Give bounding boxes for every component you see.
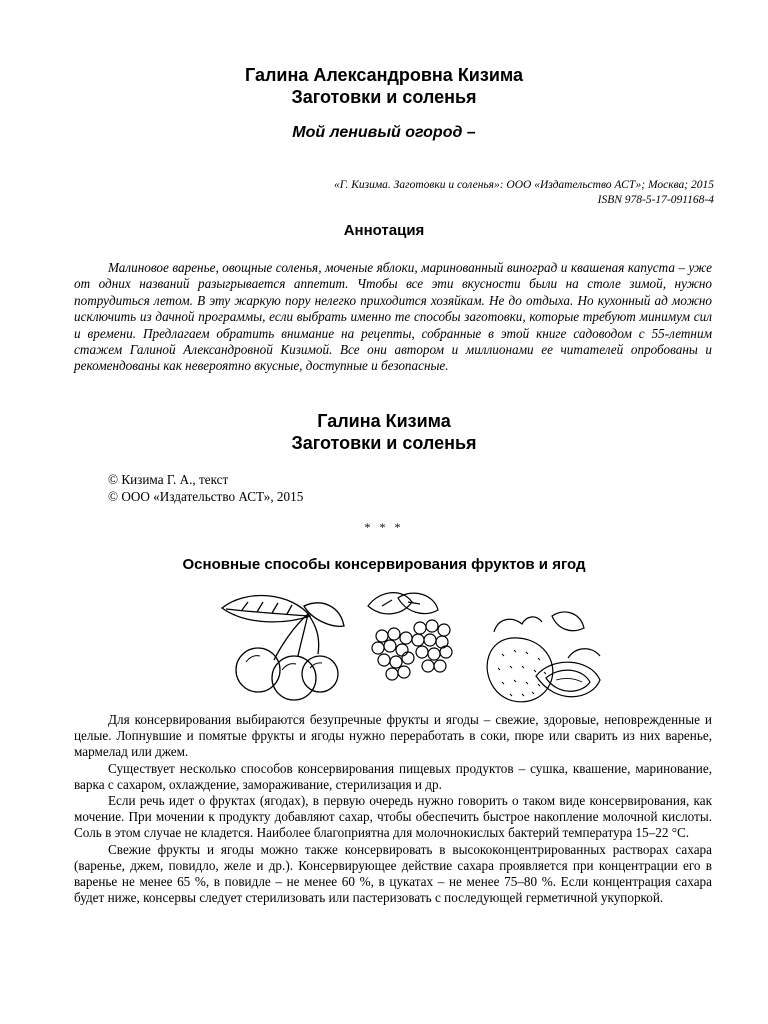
series-title: Мой ленивый огород – — [292, 124, 476, 141]
book-title: Заготовки и соленья — [291, 87, 477, 107]
second-author: Галина Кизима — [317, 411, 451, 431]
section-separator: * * * — [364, 520, 404, 534]
body-paragraph: Свежие фрукты и ягоды можно также консервировать в высококонцентрированных растворах сахара (варенье, джем, повидло, желе и др.). Консервирующее действие сахара проявляется при концентрации его в варенье не менее 65 %, в повидле – не менее 60 %, в цукатах – не менее 75–80 %. Если концентрация сахара будет ниже, консервы следует стерилизовать или пастеризовать с последующей герметичной укупоркой. — [74, 841, 712, 906]
citation-line: «Г. Кизима. Заготовки и соленья»: ООО «Издательство АСТ»; Москва; 2015 — [334, 179, 714, 191]
isbn: ISBN 978-5-17-091168-4 — [597, 194, 714, 206]
copyright-publisher: © ООО «Издательство АСТ», 2015 — [108, 489, 304, 504]
annotation-text — [74, 260, 712, 375]
annotation-paragraph: Малиновое варенье, овощные соленья, моченые яблоки, маринованный виноград и квашеная капуста – уже от одних названий разыгрывается аппетит. Чтобы все эти вкусности были на столе зимой, нужно потрудиться летом. В эту жаркую пору нелегко приходится хозяйкам. Не до отдыха. Но кухонный ад можно исключить из дачной программы, если выбрать именно те способы заготовки, которые требуют минимум сил и времени. Предлагаем обратить внимание на рецепты, собранные в этой книге садоводом с 55-летним стажем Галиной Александровной Кизимой. Все они автором и миллионами ее читателей опробованы и рекомендованы как невероятно вкусные, доступные и безопасные. — [74, 260, 712, 374]
section-body — [74, 712, 712, 906]
body-paragraph: Существует несколько способов консервирования пищевых продуктов – сушка, квашение, маринование, варка с сахаром, охлаждение, замораживание, стерилизация и др. — [74, 760, 712, 792]
copyright-block — [108, 471, 303, 505]
strawberries-icon — [487, 612, 600, 702]
fruit-illustration — [212, 588, 608, 714]
citation — [334, 178, 714, 208]
copyright-text: © Кизима Г. А., текст — [108, 472, 229, 487]
raspberries-icon — [368, 593, 452, 680]
body-paragraph: Если речь идет о фруктах (ягодах), в первую очередь нужно говорить о таком виде консервирования, как мочение. При мочении к продукту добавляют сахар, чтобы обеспечить быстрое накопление молочной кислоты. Соль в этом случае не кладется. Наиболее благоприятна для молочнокислых бактерий температура 15–22 °С. — [74, 793, 712, 841]
body-paragraph: Для консервирования выбираются безупречные фрукты и ягоды – свежие, здоровые, неповрежденные и целые. Лопнувшие и помятые фрукты и ягоды нужно переработать в соки, пюре или сварить из них варенье, мармелад или джем. — [74, 712, 712, 760]
second-book-title: Заготовки и соленья — [291, 433, 477, 453]
annotation-heading: Аннотация — [343, 222, 425, 239]
section-heading: Основные способы консервирования фруктов и ягод — [182, 556, 586, 573]
author-full-name: Галина Александровна Кизима — [245, 65, 523, 85]
cherries-icon — [222, 596, 344, 700]
